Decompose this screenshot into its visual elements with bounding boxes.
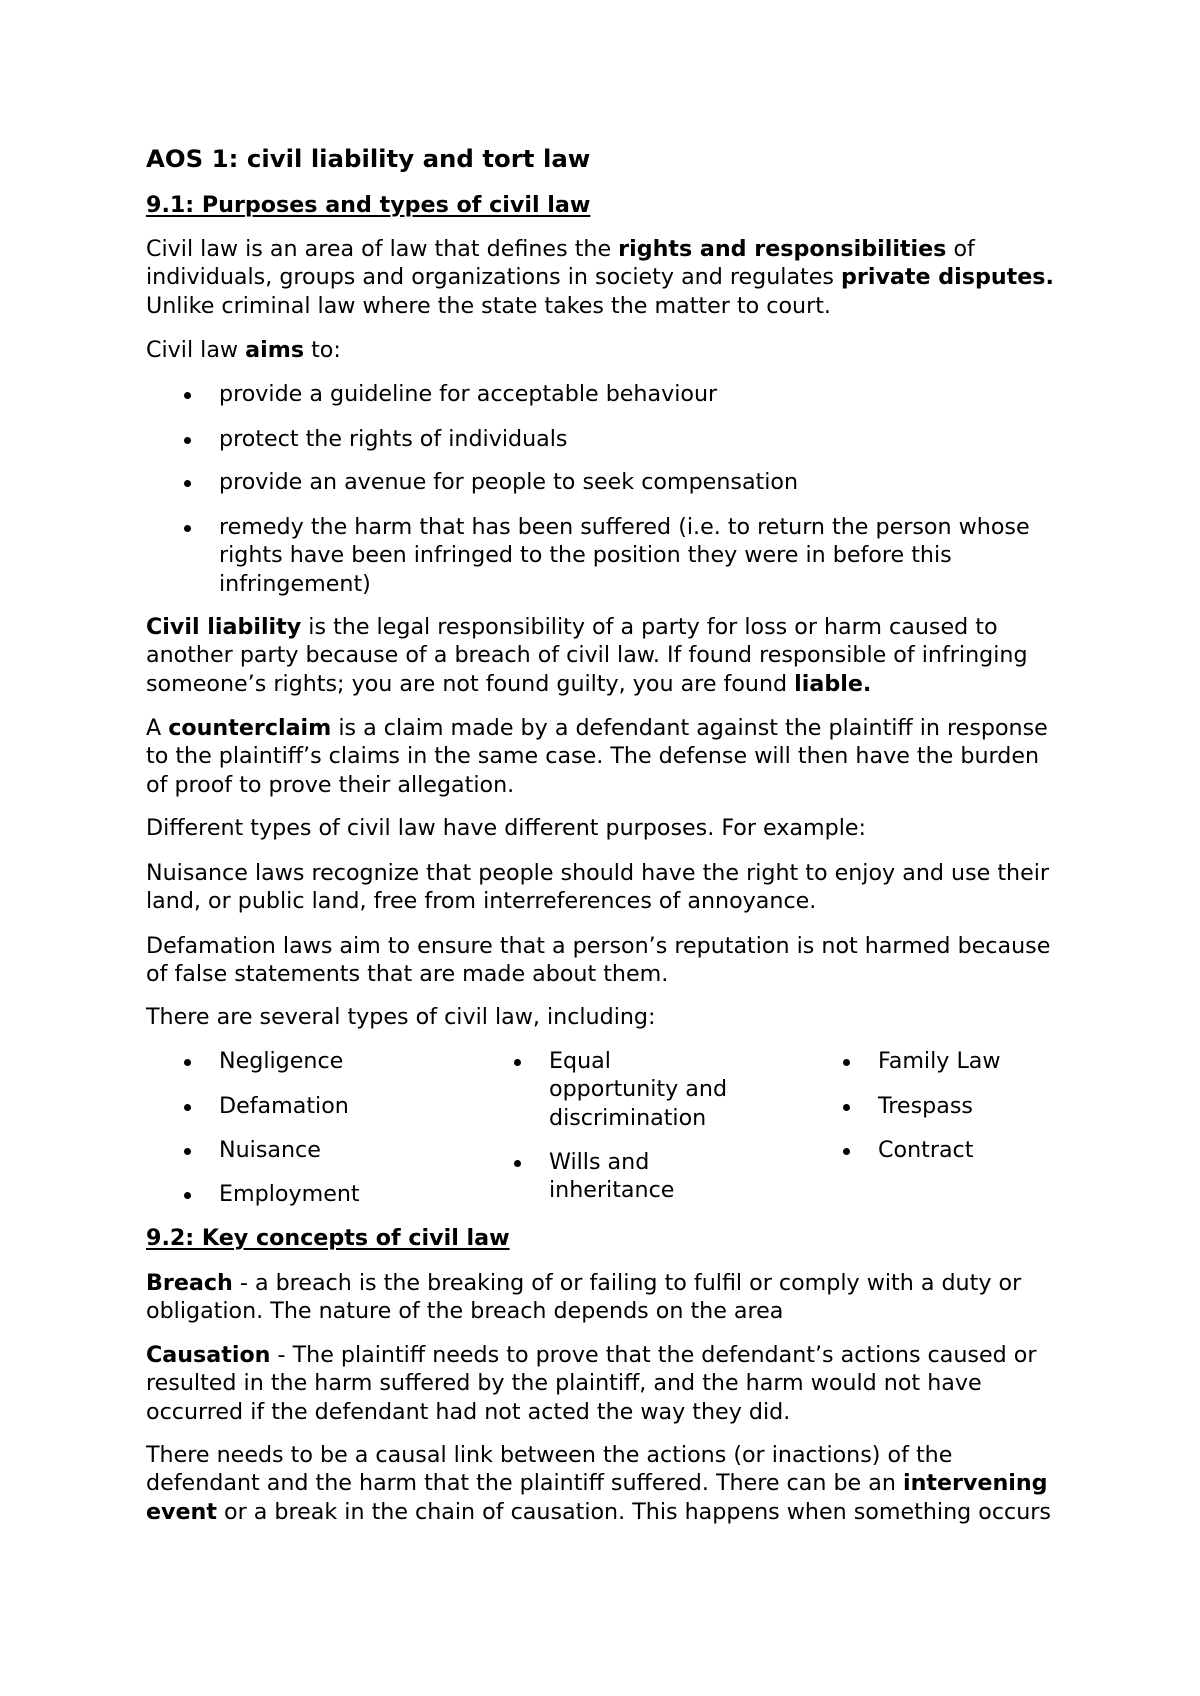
text-line: land, or public land, free from interreferences of annoyance. xyxy=(146,888,817,915)
text-line xyxy=(146,1398,1036,1426)
paragraph-types-intro xyxy=(146,1003,656,1031)
text-run: - The plaintiff needs to prove that the defendant’s actions caused or xyxy=(270,1342,1037,1368)
bullet-icon xyxy=(184,1148,191,1155)
text-line: Nuisance xyxy=(219,1137,321,1163)
key-term: rights and responsibilities xyxy=(618,236,947,262)
text-line xyxy=(146,714,1048,742)
text-line: rights have been infringed to the position they were in before this xyxy=(219,542,952,569)
text-run: of proof to prove their allegation. xyxy=(146,771,515,798)
text-line: Wills and xyxy=(549,1149,650,1175)
text-line: protect the rights of individuals xyxy=(219,426,568,452)
bullet-icon xyxy=(184,480,191,487)
key-term: event xyxy=(146,1498,217,1525)
key-term: counterclaim xyxy=(168,715,332,741)
bullet-icon xyxy=(514,1160,521,1167)
paragraph-causation xyxy=(146,1341,1036,1426)
text-line: opportunity and xyxy=(549,1076,728,1103)
text-line xyxy=(146,1469,1051,1497)
text-line xyxy=(146,670,1028,698)
key-term: Civil liability xyxy=(146,614,302,640)
text-run: obligation. The nature of the breach depends on the area xyxy=(146,1298,784,1325)
section-heading: 9.2: Key concepts of civil law xyxy=(146,1225,510,1251)
list-item xyxy=(878,1047,1001,1075)
bullet-icon xyxy=(843,1104,850,1111)
text-run: A xyxy=(146,715,169,741)
text-line xyxy=(146,235,1054,263)
text-run: to the plaintiff’s claims in the same case. The defense will then have the burden xyxy=(146,743,1040,770)
list-item xyxy=(219,513,1030,598)
text-line: Family Law xyxy=(878,1048,1001,1074)
text-line: Different types of civil law have different purposes. For example: xyxy=(146,815,867,841)
text-line xyxy=(146,1341,1036,1369)
list-item xyxy=(219,1047,343,1075)
text-line: infringement) xyxy=(219,570,371,597)
text-run: is the legal responsibility of a party for loss or harm caused to xyxy=(301,614,998,640)
key-term: private disputes. xyxy=(841,264,1054,291)
text-line xyxy=(146,641,1028,669)
text-run: individuals, groups and organizations in society and regulates xyxy=(146,264,842,291)
text-line xyxy=(146,771,1048,799)
text-run: Civil law xyxy=(146,337,246,363)
text-line: There are several types of civil law, including: xyxy=(146,1004,656,1030)
bullet-icon xyxy=(514,1059,521,1066)
list-item xyxy=(219,1180,360,1208)
bullet-icon xyxy=(184,1192,191,1199)
bullet-icon xyxy=(184,437,191,444)
text-line xyxy=(146,742,1048,770)
text-line: discrimination xyxy=(549,1104,707,1131)
text-line: provide a guideline for acceptable behaviour xyxy=(219,381,718,407)
text-run: - a breach is the breaking of or failing to fulfil or comply with a duty or xyxy=(232,1270,1022,1296)
text-line xyxy=(146,292,1054,320)
text-line xyxy=(146,1369,1036,1397)
text-line xyxy=(146,1297,1021,1325)
bullet-icon xyxy=(184,1059,191,1066)
bullet-icon xyxy=(184,392,191,399)
text-run: resulted in the harm suffered by the plaintiff, and the harm would not have xyxy=(146,1370,982,1397)
key-term: Causation xyxy=(146,1342,271,1368)
text-run: another party because of a breach of civil law. If found responsible of infringing xyxy=(146,642,1028,669)
key-term: Breach xyxy=(146,1270,233,1296)
text-line xyxy=(146,1441,1051,1469)
list-item xyxy=(549,1148,674,1205)
paragraph-counterclaim xyxy=(146,714,1048,799)
paragraph-purposes-intro xyxy=(146,814,866,842)
key-term: liable. xyxy=(794,670,872,697)
text-line: provide an avenue for people to seek compensation xyxy=(219,469,799,495)
paragraph-breach xyxy=(146,1269,1021,1326)
text-line xyxy=(146,336,341,364)
text-run: is a claim made by a defendant against the plaintiff in response xyxy=(331,715,1048,741)
text-line: Nuisance laws recognize that people should have the right to enjoy and use their xyxy=(146,860,1050,886)
key-term: aims xyxy=(245,337,305,363)
text-line: Contract xyxy=(878,1137,974,1163)
list-item xyxy=(219,380,717,408)
text-line: Trespass xyxy=(878,1093,973,1119)
list-item xyxy=(219,425,567,453)
text-run: There needs to be a causal link between the actions (or inactions) of the xyxy=(146,1442,953,1468)
paragraph-civil-law-definition xyxy=(146,235,1054,320)
text-line: Negligence xyxy=(219,1048,344,1074)
text-run: occurred if the defendant had not acted the way they did. xyxy=(146,1398,791,1425)
paragraph-nuisance-laws xyxy=(146,859,1049,916)
text-run: someone’s rights; you are not found guilty, you are found xyxy=(146,670,795,697)
text-line: Defamation xyxy=(219,1093,349,1119)
text-line xyxy=(146,263,1054,291)
text-run: of xyxy=(946,236,975,262)
section-heading: 9.1: Purposes and types of civil law xyxy=(146,192,591,218)
text-run: Unlike criminal law where the state takes the matter to court. xyxy=(146,292,831,319)
paragraph-aims-intro xyxy=(146,336,341,364)
text-run: Civil law is an area of law that defines the xyxy=(146,236,619,262)
bullet-icon xyxy=(184,1104,191,1111)
paragraph-defamation-laws xyxy=(146,932,1050,989)
text-line: remedy the harm that has been suffered (i.e. to return the person whose xyxy=(219,514,1030,540)
list-item xyxy=(549,1047,727,1132)
text-run: defendant and the harm that the plaintiff suffered. There can be an xyxy=(146,1470,903,1497)
bullet-icon xyxy=(843,1059,850,1066)
paragraph-civil-liability xyxy=(146,613,1028,698)
text-line: Employment xyxy=(219,1181,360,1207)
list-item xyxy=(878,1092,973,1120)
list-item xyxy=(219,1136,321,1164)
text-line xyxy=(146,613,1028,641)
text-run: to: xyxy=(304,337,341,363)
list-item xyxy=(219,468,798,496)
paragraph-causal-link xyxy=(146,1441,1051,1526)
text-run: or a break in the chain of causation. This happens when something occurs xyxy=(216,1498,1051,1525)
list-item xyxy=(878,1136,973,1164)
text-line: Defamation laws aim to ensure that a person’s reputation is not harmed because xyxy=(146,933,1051,959)
text-line: Equal xyxy=(549,1048,611,1074)
text-line: of false statements that are made about them. xyxy=(146,961,669,988)
bullet-icon xyxy=(184,525,191,532)
key-term: intervening xyxy=(902,1470,1048,1497)
text-line: inheritance xyxy=(549,1177,675,1204)
list-item xyxy=(219,1092,349,1120)
text-line xyxy=(146,1498,1051,1526)
text-line xyxy=(146,1269,1021,1297)
bullet-icon xyxy=(843,1148,850,1155)
document-title: AOS 1: civil liability and tort law xyxy=(146,144,591,173)
